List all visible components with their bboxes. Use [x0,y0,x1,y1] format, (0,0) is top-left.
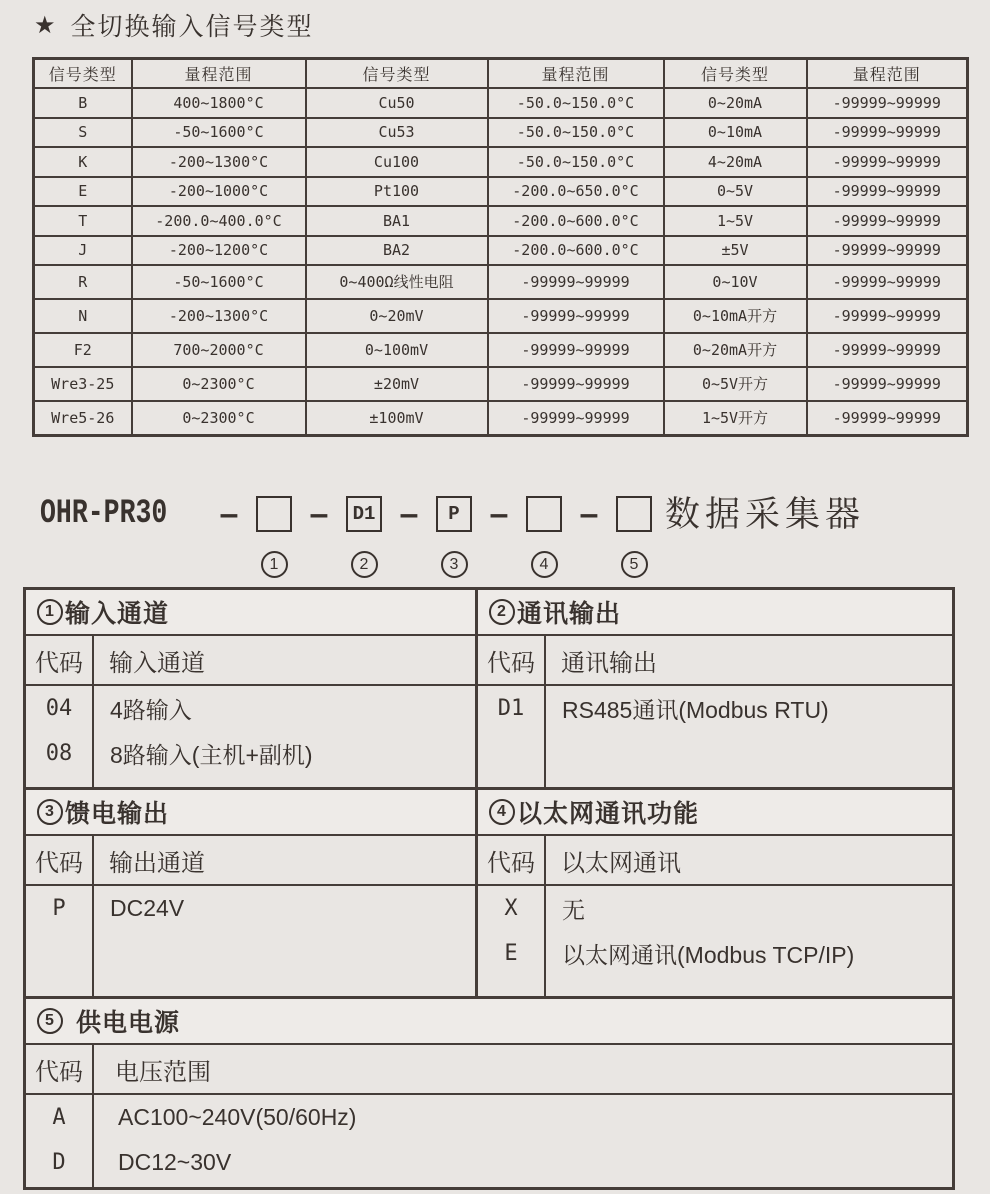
section-ethernet-function [478,790,952,999]
table-row [34,206,968,236]
option-code: 08 [45,741,73,766]
signal-type-cell: 0~5V [664,177,807,207]
option-description: DC24V [110,895,185,921]
range-cell: -99999~99999 [807,177,968,207]
page-title-text: 全切换输入信号类型 [70,13,314,41]
signal-type-cell: ±5V [664,236,807,266]
model-number: OHR-PR30 [40,495,168,533]
column-header: 信号类型 [664,59,807,89]
signal-type-cell: R [34,265,132,299]
signal-type-cell: 0~10V [664,265,807,299]
signal-type-table [32,57,969,437]
order-code-box [526,496,562,532]
column-header: 量程范围 [488,59,664,89]
signal-type-cell: B [34,88,132,118]
range-cell: -99999~99999 [807,299,968,333]
option-code: A [52,1105,66,1130]
table-row [34,265,968,299]
circled-number: 2 [489,599,515,625]
desc-header-cell: 以太网通讯 [561,849,681,877]
code-header-cell: 代码 [26,636,94,684]
star-icon: ★ [34,11,58,39]
signal-type-cell: Cu100 [306,147,488,177]
code-header-cell: 代码 [26,836,94,884]
section-header-row [26,836,475,886]
section-body [478,886,952,996]
order-code-segment [563,486,653,578]
option-description: RS485通讯(Modbus RTU) [562,697,829,723]
signal-type-cell: ±20mV [306,367,488,401]
range-cell: -99999~99999 [488,265,664,299]
option-description: 4路输入 [110,697,192,723]
table-row [34,299,968,333]
section-title-text: 馈电输出 [65,800,170,828]
range-cell: -99999~99999 [807,401,968,436]
ordering-code-diagram [40,486,865,578]
section-title [26,790,475,836]
range-cell: -200~1300°C [132,299,306,333]
signal-type-cell: 0~400Ω线性电阻 [306,265,488,299]
circled-number: 4 [489,799,515,825]
signal-type-cell: 0~10mA [664,118,807,148]
range-cell: -99999~99999 [807,333,968,367]
circled-number: 4 [531,551,558,578]
page-title [34,7,314,43]
desc-header-cell: 通讯输出 [561,649,657,677]
option-code: X [504,896,518,921]
section-body [478,686,952,787]
section-header-row [478,636,952,686]
signal-type-cell: T [34,206,132,236]
section-title-text: 供电电源 [76,1009,181,1037]
section-title [478,590,952,636]
signal-type-cell: J [34,236,132,266]
range-cell: -99999~99999 [807,118,968,148]
section-feed-power-output [26,790,478,999]
code-header-cell: 代码 [26,1045,94,1093]
range-cell: -200~1300°C [132,147,306,177]
desc-header-cell: 输出通道 [109,849,205,877]
range-cell: -99999~99999 [488,401,664,436]
desc-header-cell: 输入通道 [109,649,205,677]
section-body [26,886,475,996]
order-code-segment [383,486,473,578]
table-row [34,367,968,401]
range-cell: 700~2000°C [132,333,306,367]
range-cell: -99999~99999 [488,299,664,333]
section-body [26,1095,952,1187]
section-header-row [26,636,475,686]
signal-type-cell: Cu53 [306,118,488,148]
range-cell: -50~1600°C [132,265,306,299]
signal-type-cell: 0~10mA开方 [664,299,807,333]
dash-separator: – [579,495,599,533]
column-header: 信号类型 [306,59,488,89]
section-power-supply [26,999,952,1187]
signal-type-cell: F2 [34,333,132,367]
range-cell: -99999~99999 [807,236,968,266]
signal-type-cell: Wre3-25 [34,367,132,401]
range-cell: -50.0~150.0°C [488,88,664,118]
section-title [26,590,475,636]
circled-number: 5 [621,551,648,578]
order-code-label [351,551,378,578]
range-cell: -99999~99999 [807,265,968,299]
signal-type-cell: 0~100mV [306,333,488,367]
order-code-box: D1 [346,496,382,532]
product-name: 数据采集器 [665,495,866,534]
order-code-label [531,551,558,578]
range-cell: -200.0~600.0°C [488,236,664,266]
signal-type-cell: 1~5V [664,206,807,236]
table-row [34,401,968,436]
circled-number: 1 [37,599,63,625]
signal-type-cell: E [34,177,132,207]
order-code-box: P [436,496,472,532]
section-title-text: 通讯输出 [517,600,622,628]
circled-number: 2 [351,551,378,578]
range-cell: -99999~99999 [488,367,664,401]
signal-type-cell: 4~20mA [664,147,807,177]
dash-separator: – [399,495,419,533]
circled-number: 1 [261,551,288,578]
option-code: P [52,896,66,921]
circled-number: 3 [441,551,468,578]
ordering-options-table [23,587,955,1190]
signal-type-cell: Wre5-26 [34,401,132,436]
signal-type-cell: BA2 [306,236,488,266]
range-cell: -200.0~650.0°C [488,177,664,207]
table-row [34,236,968,266]
circled-number: 5 [37,1008,63,1034]
table-row [34,88,968,118]
order-code-segment [293,486,383,578]
signal-type-cell: S [34,118,132,148]
option-description: 以太网通讯(Modbus TCP/IP) [562,942,855,968]
code-header-cell: 代码 [478,836,546,884]
order-code-label [261,551,288,578]
option-code: E [504,941,518,966]
range-cell: -99999~99999 [807,206,968,236]
signal-type-cell: 0~20mA开方 [664,333,807,367]
section-body [26,686,475,787]
circled-number: 3 [37,799,63,825]
order-code-box [616,496,652,532]
signal-type-cell: BA1 [306,206,488,236]
dash-separator: – [489,495,509,533]
signal-type-cell: 0~5V开方 [664,367,807,401]
order-code-segment [203,486,293,578]
range-cell: -99999~99999 [488,333,664,367]
signal-type-cell: 1~5V开方 [664,401,807,436]
option-description: 8路输入(主机+副机) [110,742,313,768]
range-cell: -50~1600°C [132,118,306,148]
option-code: D [52,1150,66,1175]
option-code: D1 [497,696,525,721]
signal-table-header-row [34,59,968,89]
section-title [478,790,952,836]
order-code-label [621,551,648,578]
range-cell: -99999~99999 [807,367,968,401]
ordering-code-row [40,486,865,578]
order-code-label [441,551,468,578]
table-row [34,147,968,177]
dash-separator: – [219,495,239,533]
option-description: 无 [562,897,585,923]
range-cell: -50.0~150.0°C [488,118,664,148]
signal-type-cell: 0~20mA [664,88,807,118]
section-input-channels [26,590,478,790]
table-row [34,333,968,367]
range-cell: -200~1200°C [132,236,306,266]
section-title-text: 输入通道 [65,600,170,628]
signal-type-cell: Cu50 [306,88,488,118]
section-title-text: 以太网通讯功能 [517,800,700,828]
option-description: DC12~30V [118,1149,232,1175]
option-code: 04 [45,696,73,721]
column-header: 信号类型 [34,59,132,89]
section-header-row [26,1045,952,1095]
range-cell: 400~1800°C [132,88,306,118]
table-row [34,177,968,207]
signal-type-cell: ±100mV [306,401,488,436]
order-code-box [256,496,292,532]
signal-type-cell: Pt100 [306,177,488,207]
section-header-row [478,836,952,886]
signal-type-cell: K [34,147,132,177]
desc-header-cell: 电压范围 [115,1058,211,1086]
range-cell: 0~2300°C [132,367,306,401]
signal-type-cell: 0~20mV [306,299,488,333]
order-code-segment [473,486,563,578]
table-row [34,118,968,148]
column-header: 量程范围 [132,59,306,89]
dash-separator: – [309,495,329,533]
range-cell: -200.0~400.0°C [132,206,306,236]
range-cell: -99999~99999 [807,88,968,118]
range-cell: -200.0~600.0°C [488,206,664,236]
signal-type-cell: N [34,299,132,333]
range-cell: -50.0~150.0°C [488,147,664,177]
section-communication-output [478,590,952,790]
range-cell: -99999~99999 [807,147,968,177]
option-description: AC100~240V(50/60Hz) [118,1104,357,1130]
range-cell: -200~1000°C [132,177,306,207]
section-title [26,999,952,1045]
column-header: 量程范围 [807,59,968,89]
range-cell: 0~2300°C [132,401,306,436]
code-header-cell: 代码 [478,636,546,684]
